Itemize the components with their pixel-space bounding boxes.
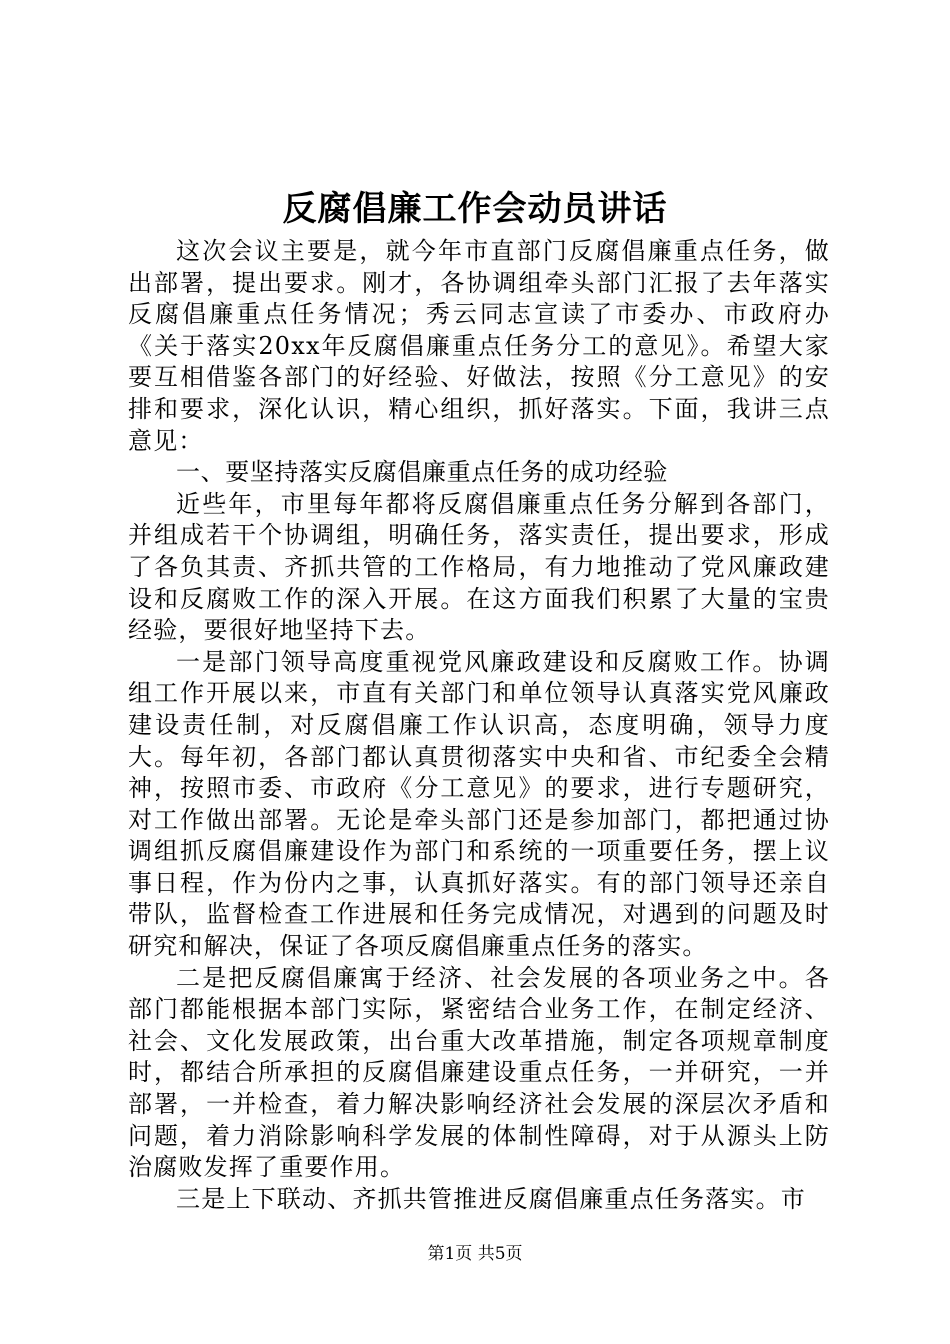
- paragraph-point-2: 二是把反腐倡廉寓于经济、社会发展的各项业务之中。各部门都能根据本部门实际，紧密结合业务工作，在制定经济、社会、文化发展政策，出台重大改革措施，制定各项规章制度时，都结合所承担的反腐倡廉建设重点任务，一并研究，一并部署，一并检查，着力解决影响经济社会发展的深层次矛盾和问题，着力消除影响科学发展的体制性障碍，对于从源头上防治腐败发挥了重要作用。: [128, 963, 830, 1182]
- page-number-footer: 第1页 共5页: [427, 1244, 523, 1264]
- section-heading-1: 一、要坚持落实反腐倡廉重点任务的成功经验: [176, 458, 668, 487]
- paragraph-experience: 近些年，市里每年都将反腐倡廉重点任务分解到各部门，并组成若干个协调组，明确任务，落实责任，提出要求，形成了各负其责、齐抓共管的工作格局，有力地推动了党风廉政建设和反腐败工作的深入开展。在这方面我们积累了大量的宝贵经验，要很好地坚持下去。: [128, 489, 830, 645]
- document-body: [128, 236, 830, 1215]
- paragraph-intro: 这次会议主要是，就今年市直部门反腐倡廉重点任务，做出部署，提出要求。刚才，各协调组牵头部门汇报了去年落实反腐倡廉重点任务情况；秀云同志宣读了市委办、市政府办《关于落实20xx年反腐倡廉重点任务分工的意见》。希望大家要互相借鉴各部门的好经验、好做法，按照《分工意见》的安排和要求，深化认识，精心组织，抓好落实。下面，我讲三点意见：: [128, 237, 830, 455]
- paragraph-point-1: 一是部门领导高度重视党风廉政建设和反腐败工作。协调组工作开展以来，市直有关部门和单位领导认真落实党风廉政建设责任制，对反腐倡廉工作认识高，态度明确，领导力度大。每年初，各部门都认真贯彻落实中央和省、市纪委全会精神，按照市委、市政府《分工意见》的要求，进行专题研究，对工作做出部署。无论是牵头部门还是参加部门，都把通过协调组抓反腐倡廉建设作为部门和系统的一项重要任务，摆上议事日程，作为份内之事，认真抓好落实。有的部门领导还亲自带队，监督检查工作进展和任务完成情况，对遇到的问题及时研究和解决，保证了各项反腐倡廉重点任务的落实。: [128, 647, 830, 961]
- document-title: 反腐倡廉工作会动员讲话: [282, 189, 668, 229]
- paragraph-point-3: 三是上下联动、齐抓共管推进反腐倡廉重点任务落实。市: [176, 1184, 806, 1213]
